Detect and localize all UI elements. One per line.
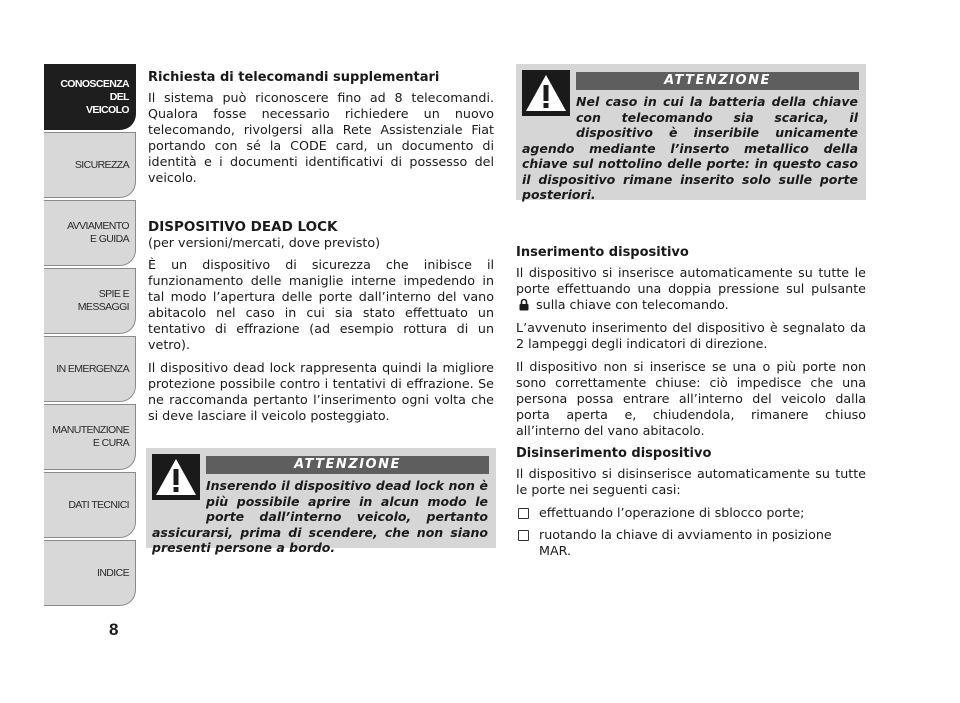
warning-triangle-icon — [522, 70, 570, 116]
warning-box-dead-lock — [146, 448, 496, 555]
right-column — [516, 245, 866, 565]
lock-icon — [519, 298, 529, 311]
tab-manutenzione-e-cura[interactable]: MANUTENZIONE E CURA — [44, 404, 136, 470]
tab-in-emergenza[interactable]: IN EMERGENZA — [44, 336, 136, 402]
warning-title: ATTENZIONE — [576, 72, 859, 90]
remote-request-paragraph: Il sistema può riconoscere fino ad 8 telecomandi. Qualora fosse necessario richiedere un nuovo telecomando, rivolgersi alla Rete Assistenziale Fiat portando con sé la CODE card, un documento di identità e i documenti identificativi di possesso del veicolo. — [148, 90, 494, 185]
dead-lock-heading: DISPOSITIVO DEAD LOCK — [148, 219, 338, 235]
warning-triangle-icon — [152, 454, 200, 500]
insert-heading: Inserimento dispositivo — [516, 245, 689, 260]
page-number: 8 — [109, 620, 119, 639]
tab-conoscenza-del-veicolo[interactable]: CONOSCENZA DEL VEICOLO — [44, 64, 136, 130]
remote-request-heading: Richiesta di telecomandi supplementari — [148, 70, 440, 85]
warning-box-battery — [516, 64, 866, 200]
insert-paragraph-1: Il dispositivo si inserisce automaticamente su tutte le porte effettuando una doppia pressione sul pulsante sulla chiave con telecomando. — [516, 265, 866, 312]
warning-title: ATTENZIONE — [206, 456, 489, 474]
insert-paragraph-3: Il dispositivo non si inserisce se una o più porte non sono correttamente chiuse: ciò impedisce che una persona possa entrare all’interno del veicolo dalla porta aperta e, chiudendola, rimanere chiuso all’interno del vano abitacolo. — [516, 359, 866, 438]
remove-heading: Disinserimento dispositivo — [516, 446, 712, 461]
tab-indice[interactable]: INDICE — [44, 540, 136, 606]
remove-paragraph: Il dispositivo si disinserisce automaticamente su tutte le porte nei seguenti casi: — [516, 466, 866, 497]
chapter-sidebar — [44, 64, 136, 608]
dead-lock-paragraph-1: È un dispositivo di sicurezza che inibisce il funzionamento delle maniglie interne impedendo in tal modo l’apertura delle porte dall’interno del vano abitacolo nel caso in cui sia stato effettuato un tentativo di effrazione (ad esempio rottura di un vetro). — [148, 257, 494, 352]
checkbox-square-icon — [518, 530, 529, 541]
tab-avviamento-e-guida[interactable]: AVVIAMENTO E GUIDA — [44, 200, 136, 266]
checkbox-square-icon — [518, 508, 529, 519]
left-column — [148, 70, 494, 431]
warning-text: Nel caso in cui la batteria della chiave con telecomando sia scarica, il dispositivo è inseribile unicamente agendo mediante l’inserto metallico della chiave sul nottolino delle porte: in questo caso il dispositivo rimane inserito solo sulle porte posteriori. — [522, 94, 858, 202]
insert-paragraph-2: L’avvenuto inserimento del dispositivo è segnalato da 2 lampeggi degli indicatori di direzione. — [516, 320, 866, 351]
tab-sicurezza[interactable]: SICUREZZA — [44, 132, 136, 198]
warning-text: Inserendo il dispositivo dead lock non è più possibile aprire in alcun modo le porte dall’interno veicolo, pertanto assicurarsi, prima di scendere, che non siano presenti persone a bordo. — [152, 478, 488, 555]
dead-lock-paragraph-2: Il dispositivo dead lock rappresenta quindi la migliore protezione possibile contro i tentativi di effrazione. Se ne raccomanda pertanto l’inserimento ogni volta che si deve lasciare il veicolo posteggiato. — [148, 360, 494, 423]
list-item: effettuando l’operazione di sblocco porte; — [516, 505, 866, 521]
tab-dati-tecnici[interactable]: DATI TECNICI — [44, 472, 136, 538]
dead-lock-subtitle: (per versioni/mercati, dove previsto) — [148, 235, 381, 250]
list-item: ruotando la chiave di avviamento in posizione MAR. — [516, 527, 866, 559]
tab-spie-e-messaggi[interactable]: SPIE E MESSAGGI — [44, 268, 136, 334]
remove-list — [516, 505, 866, 559]
